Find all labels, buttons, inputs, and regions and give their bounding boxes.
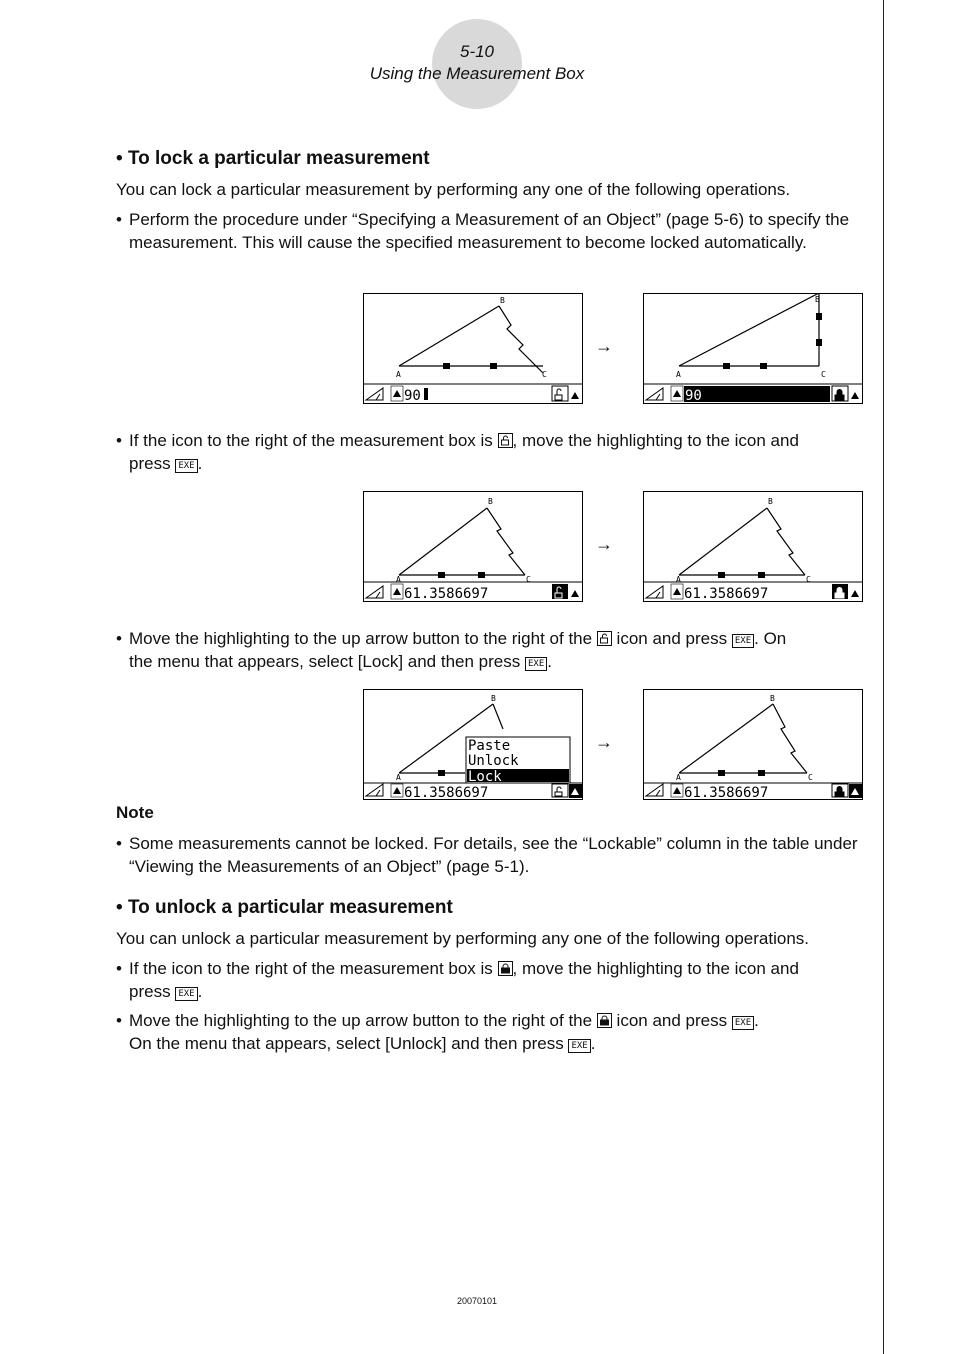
unlock-bullet-1-text-c: press	[129, 982, 171, 1001]
vertex-label-b: B	[491, 694, 496, 703]
exe-key-icon: EXE	[732, 1016, 754, 1030]
vertex-label-a: A	[396, 773, 401, 782]
unlock-heading	[116, 897, 453, 919]
bullet-dot: •	[116, 629, 122, 648]
vertex-label-c: C	[542, 370, 547, 379]
note-text: Some measurements cannot be locked. For details, see the “Lockable” column in the table under “Viewing the Measurements of an Object” (page 5-1).	[129, 834, 858, 876]
unlock-icon	[498, 433, 513, 448]
lock-bullet-3-text-d: the menu that appears, select [Lock] and then press	[129, 652, 521, 671]
screen-row3-right	[643, 689, 863, 800]
unlock-intro: You can unlock a particular measurement by performing any one of the following operations.	[116, 929, 809, 948]
vertex-label-a: A	[676, 370, 681, 379]
lock-bullet-1-text: Perform the procedure under “Specifying a Measurement of an Object” (page 5-6) to specify the measurement. This will cause the specified measurement to become locked automatically.	[129, 210, 850, 252]
lock-icon	[597, 1013, 612, 1028]
unlock-icon	[597, 631, 612, 646]
exe-key-icon: EXE	[568, 1039, 590, 1053]
bullet-dot: •	[116, 148, 123, 169]
vertex-label-c: C	[808, 773, 813, 782]
exe-key-icon: EXE	[175, 987, 197, 1001]
screen-row1-right	[643, 293, 863, 404]
unlock-bullet-1-text-a: If the icon to the right of the measurement box is	[129, 959, 493, 978]
measurement-value: 90	[404, 388, 421, 404]
vertex-label-b: B	[768, 497, 773, 506]
section-title: Using the Measurement Box	[369, 64, 585, 83]
measurement-value: 61.3586697	[684, 586, 769, 602]
lock-icon	[498, 961, 513, 976]
page-edge-rule	[883, 0, 884, 1354]
vertex-label-a: A	[676, 575, 681, 584]
lock-bullet-2-text-c: press	[129, 454, 171, 473]
transition-arrow: →	[595, 732, 613, 752]
menu-item-paste: Paste	[468, 738, 511, 754]
measurement-value: 61.3586697	[404, 586, 489, 602]
note-bullet	[116, 832, 879, 878]
footer-code: 20070101	[456, 1296, 498, 1306]
unlock-bullet-2-text-e: .	[590, 1034, 596, 1053]
unlock-bullet-1-text-b: , move the highlighting to the icon and	[512, 959, 799, 978]
vertex-label-b: B	[500, 296, 505, 305]
unlock-bullet-1	[116, 957, 879, 1003]
screen-row3-left	[363, 689, 583, 800]
unlock-bullet-2-text-b: icon and press	[616, 1011, 728, 1030]
unlock-bullet-1-text-d: .	[197, 982, 203, 1001]
bullet-dot: •	[116, 897, 123, 918]
unlock-bullet-2	[116, 1009, 879, 1055]
exe-key-icon: EXE	[525, 657, 547, 671]
lock-bullet-2-text-a: If the icon to the right of the measurement box is	[129, 431, 493, 450]
lock-bullet-3-text-a: Move the highlighting to the up arrow button to the right of the	[129, 629, 593, 648]
unlock-bullet-2-text-d: On the menu that appears, select [Unlock] and then press	[129, 1034, 564, 1053]
vertex-label-a: A	[676, 773, 681, 782]
menu-item-lock-selected: Lock	[468, 769, 502, 785]
lock-bullet-1	[116, 208, 879, 254]
transition-arrow: →	[595, 336, 613, 356]
lock-heading-text: To lock a particular measurement	[127, 148, 430, 169]
lock-bullet-3-text-b: icon and press	[616, 629, 728, 648]
measurement-value: 61.3586697	[404, 785, 489, 800]
exe-key-icon: EXE	[175, 459, 197, 473]
unlock-bullet-2-text-a: Move the highlighting to the up arrow button to the right of the	[129, 1011, 593, 1030]
screen-row2-right	[643, 491, 863, 602]
transition-arrow: →	[595, 534, 613, 554]
lock-bullet-3-text-c: . On	[754, 629, 787, 648]
screen-row1-left	[363, 293, 583, 404]
bullet-dot: •	[116, 210, 122, 229]
lock-intro: You can lock a particular measurement by performing any one of the following operations.	[116, 180, 791, 199]
vertex-label-b: B	[770, 694, 775, 703]
lock-heading	[116, 148, 430, 170]
bullet-dot: •	[116, 431, 122, 450]
lock-bullet-2-text-b: , move the highlighting to the icon and	[512, 431, 799, 450]
vertex-label-c: C	[526, 575, 531, 584]
vertex-label-a: A	[396, 370, 401, 379]
unlock-bullet-2-text-c: .	[754, 1011, 759, 1030]
menu-item-unlock: Unlock	[468, 753, 519, 769]
note-label: Note	[116, 803, 154, 822]
vertex-label-c: C	[821, 370, 826, 379]
lock-bullet-3	[116, 627, 879, 673]
vertex-label-a: A	[396, 575, 401, 584]
lock-bullet-2	[116, 429, 879, 475]
screen-row2-left	[363, 491, 583, 602]
exe-key-icon: EXE	[732, 634, 754, 648]
unlock-heading-text: To unlock a particular measurement	[127, 897, 453, 918]
page-number: 5-10	[459, 42, 495, 61]
vertex-label-b: B	[488, 497, 493, 506]
measurement-value-highlighted: 90	[685, 388, 702, 404]
vertex-label-b: B	[815, 295, 820, 304]
bullet-dot: •	[116, 1011, 122, 1030]
lock-bullet-3-text-e: .	[547, 652, 552, 671]
measurement-value: 61.3586697	[684, 785, 769, 800]
vertex-label-c: C	[806, 575, 811, 584]
lock-bullet-2-text-d: .	[197, 454, 203, 473]
bullet-dot: •	[116, 959, 122, 978]
bullet-dot: •	[116, 834, 122, 853]
